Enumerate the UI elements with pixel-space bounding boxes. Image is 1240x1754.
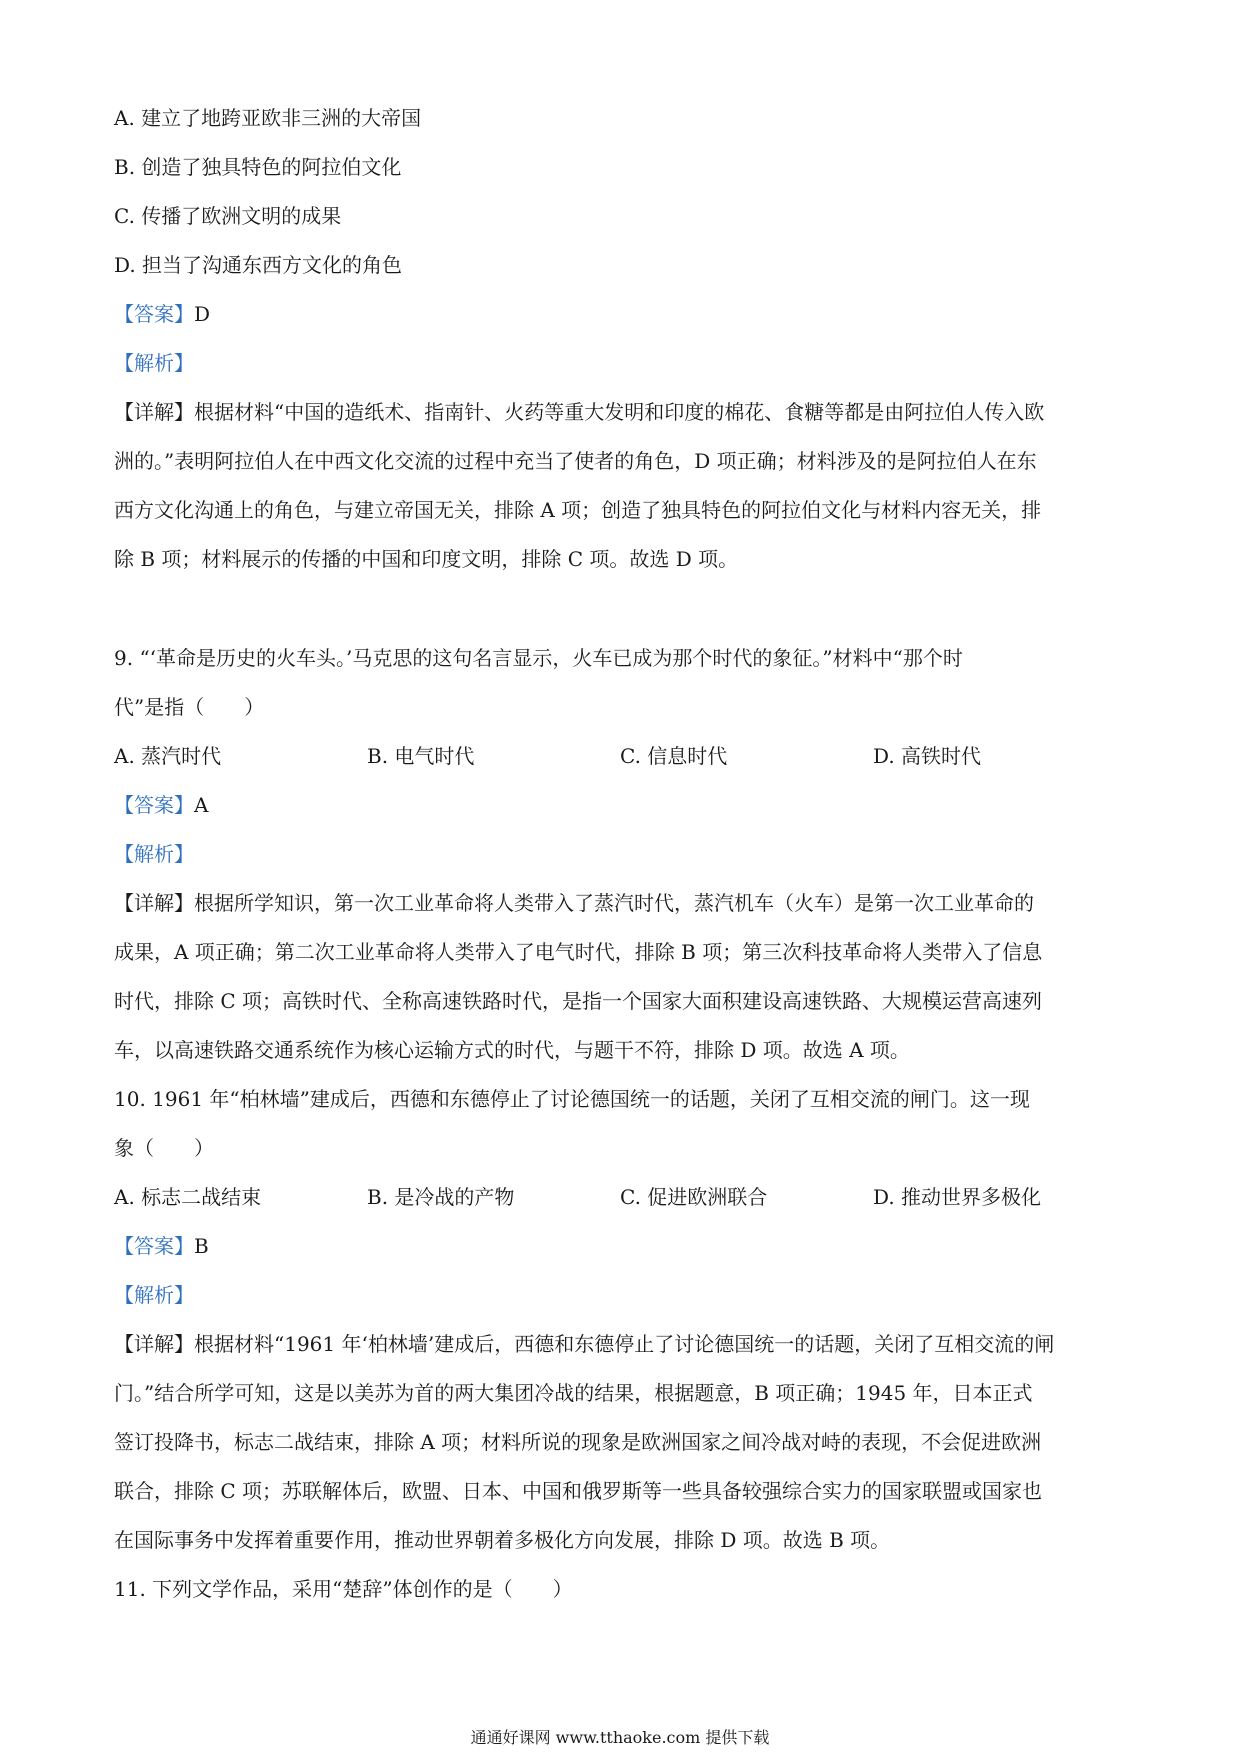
q10-detail-line: 联合，排除 C 项；苏联解体后，欧盟、日本、中国和俄罗斯等一些具备较强综合实力的国家联盟或国家也 xyxy=(114,1479,1043,1503)
detail-text: 根据材料“1961 年‘柏林墙’建成后，西德和东德停止了讨论德国统一的话题，关闭了互相交流的闸 xyxy=(194,1332,1055,1356)
q9-detail-line: 车，以高速铁路交通系统作为核心运输方式的时代，与题干不符，排除 D 项。故选 A 项。 xyxy=(114,1038,910,1062)
q8-detail-line xyxy=(114,400,1044,424)
q10-detail-line xyxy=(114,1332,1054,1356)
q8-option-b: B. 创造了独具特色的阿拉伯文化 xyxy=(114,155,402,179)
q8-option-a: A. 建立了地跨亚欧非三洲的大帝国 xyxy=(114,106,422,130)
q9-option-b: B. 电气时代 xyxy=(367,744,475,768)
q10-option-c: C. 促进欧洲联合 xyxy=(620,1185,768,1209)
q8-answer-line xyxy=(114,302,210,326)
q9-option-c: C. 信息时代 xyxy=(620,744,728,768)
q9-stem-line: 9. “‘革命是历史的火车头。’马克思的这句名言显示，火车已成为那个时代的象征。”材料中“那个时 xyxy=(114,646,963,670)
q10-answer-line xyxy=(114,1234,209,1258)
q10-stem-line: 10. 1961 年“柏林墙”建成后，西德和东德停止了讨论德国统一的话题，关闭了互相交流的闸门。这一现 xyxy=(114,1087,1030,1111)
q9-detail-line: 时代，排除 C 项；高铁时代、全称高速铁路时代，是指一个国家大面积建设高速铁路、大规模运营高速列 xyxy=(114,989,1043,1013)
q10-detail-line: 门。”结合所学可知，这是以美苏为首的两大集团冷战的结果，根据题意，B 项正确；1945 年，日本正式 xyxy=(114,1381,1033,1405)
answer-tag: 【答案】 xyxy=(114,793,194,817)
answer-value: D xyxy=(194,302,211,326)
q10-detail-line: 签订投降书，标志二战结束，排除 A 项；材料所说的现象是欧洲国家之间冷战对峙的表现，不会促进欧洲 xyxy=(114,1430,1042,1454)
answer-value: B xyxy=(194,1234,209,1258)
q10-analysis-tag: 【解析】 xyxy=(114,1283,194,1307)
q8-detail-line: 西方文化沟通上的角色，与建立帝国无关，排除 A 项；创造了独具特色的阿拉伯文化与材料内容无关，排 xyxy=(114,498,1042,522)
q9-detail-line: 成果，A 项正确；第二次工业革命将人类带入了电气时代，排除 B 项；第三次科技革命将人类带入了信息 xyxy=(114,940,1043,964)
q10-option-a: A. 标志二战结束 xyxy=(114,1185,262,1209)
detail-text: 根据材料“中国的造纸术、指南针、火药等重大发明和印度的棉花、食糖等都是由阿拉伯人传入欧 xyxy=(194,400,1045,424)
detail-tag: 【详解】 xyxy=(114,400,194,424)
q8-analysis-tag: 【解析】 xyxy=(114,351,194,375)
q8-option-d: D. 担当了沟通东西方文化的角色 xyxy=(114,253,403,277)
q9-option-a: A. 蒸汽时代 xyxy=(114,744,222,768)
q9-option-d: D. 高铁时代 xyxy=(873,744,982,768)
q11-stem: 11. 下列文学作品，采用“楚辞”体创作的是（ ） xyxy=(114,1577,573,1601)
q10-option-d: D. 推动世界多极化 xyxy=(873,1185,1042,1209)
detail-tag: 【详解】 xyxy=(114,1332,194,1356)
q9-stem-line: 代”是指（ ） xyxy=(114,695,265,719)
page-footer: 通通好课网 www.tthaoke.com 提供下载 xyxy=(470,1728,770,1747)
q9-answer-line xyxy=(114,793,208,817)
answer-tag: 【答案】 xyxy=(114,1234,194,1258)
q9-detail-line xyxy=(114,891,1034,915)
detail-tag: 【详解】 xyxy=(114,891,194,915)
detail-text: 根据所学知识，第一次工业革命将人类带入了蒸汽时代，蒸汽机车（火车）是第一次工业革命的 xyxy=(194,891,1034,915)
q8-detail-line: 洲的。”表明阿拉伯人在中西文化交流的过程中充当了使者的角色，D 项正确；材料涉及的是阿拉伯人在东 xyxy=(114,449,1037,473)
q9-analysis-tag: 【解析】 xyxy=(114,842,194,866)
q10-detail-line: 在国际事务中发挥着重要作用，推动世界朝着多极化方向发展，排除 D 项。故选 B 项。 xyxy=(114,1528,891,1552)
answer-value: A xyxy=(194,793,209,817)
q10-stem-line: 象（ ） xyxy=(114,1136,214,1160)
q8-option-c: C. 传播了欧洲文明的成果 xyxy=(114,204,342,228)
q10-option-b: B. 是冷战的产物 xyxy=(367,1185,515,1209)
q8-detail-line: 除 B 项；材料展示的传播的中国和印度文明，排除 C 项。故选 D 项。 xyxy=(114,547,739,571)
answer-tag: 【答案】 xyxy=(114,302,194,326)
